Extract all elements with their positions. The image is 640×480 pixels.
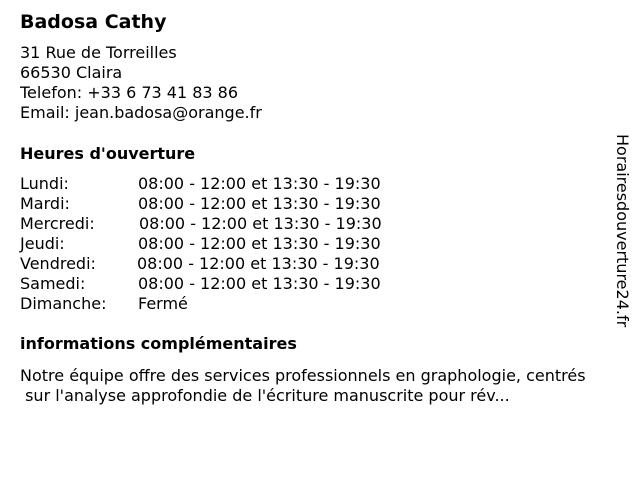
business-name: Badosa Cathy — [20, 11, 167, 33]
day-hours: 08:00 - 12:00 et 13:30 - 19:30 — [138, 174, 381, 193]
hours-row-thursday — [20, 234, 440, 254]
day-label: Dimanche: — [20, 294, 107, 313]
hours-row-wednesday — [20, 214, 440, 234]
hours-row-sunday — [20, 294, 440, 314]
address-street: 31 Rue de Torreilles — [20, 43, 177, 62]
hours-row-friday — [20, 254, 440, 274]
hours-heading: Heures d'ouverture — [20, 144, 196, 163]
day-label: Mercredi: — [20, 214, 95, 233]
day-hours: 08:00 - 12:00 et 13:30 - 19:30 — [138, 194, 381, 213]
day-label: Jeudi: — [20, 234, 65, 253]
hours-row-monday — [20, 174, 440, 194]
day-label: Lundi: — [20, 174, 69, 193]
watermark-text: Horairesdouverture24.fr — [613, 134, 632, 328]
day-hours: Fermé — [138, 294, 188, 313]
info-heading: informations complémentaires — [20, 334, 297, 353]
day-label: Samedi: — [20, 274, 86, 293]
day-label: Mardi: — [20, 194, 70, 213]
day-hours: 08:00 - 12:00 et 13:30 - 19:30 — [139, 214, 382, 233]
site-watermark — [612, 134, 632, 344]
day-hours: 08:00 - 12:00 et 13:30 - 19:30 — [137, 254, 380, 273]
day-hours: 08:00 - 12:00 et 13:30 - 19:30 — [138, 274, 381, 293]
phone-line: Telefon: +33 6 73 41 83 86 — [20, 83, 239, 102]
day-label: Vendredi: — [20, 254, 96, 273]
hours-row-tuesday — [20, 194, 440, 214]
day-hours: 08:00 - 12:00 et 13:30 - 19:30 — [138, 234, 381, 253]
hours-row-saturday — [20, 274, 440, 294]
info-description: Notre équipe offre des services professionnels en graphologie, centrés sur l'analyse approfondie de l'écriture manuscrite pour rév... — [20, 366, 586, 405]
address-city: 66530 Claira — [20, 63, 123, 82]
email-line: Email: jean.badosa@orange.fr — [20, 103, 262, 122]
